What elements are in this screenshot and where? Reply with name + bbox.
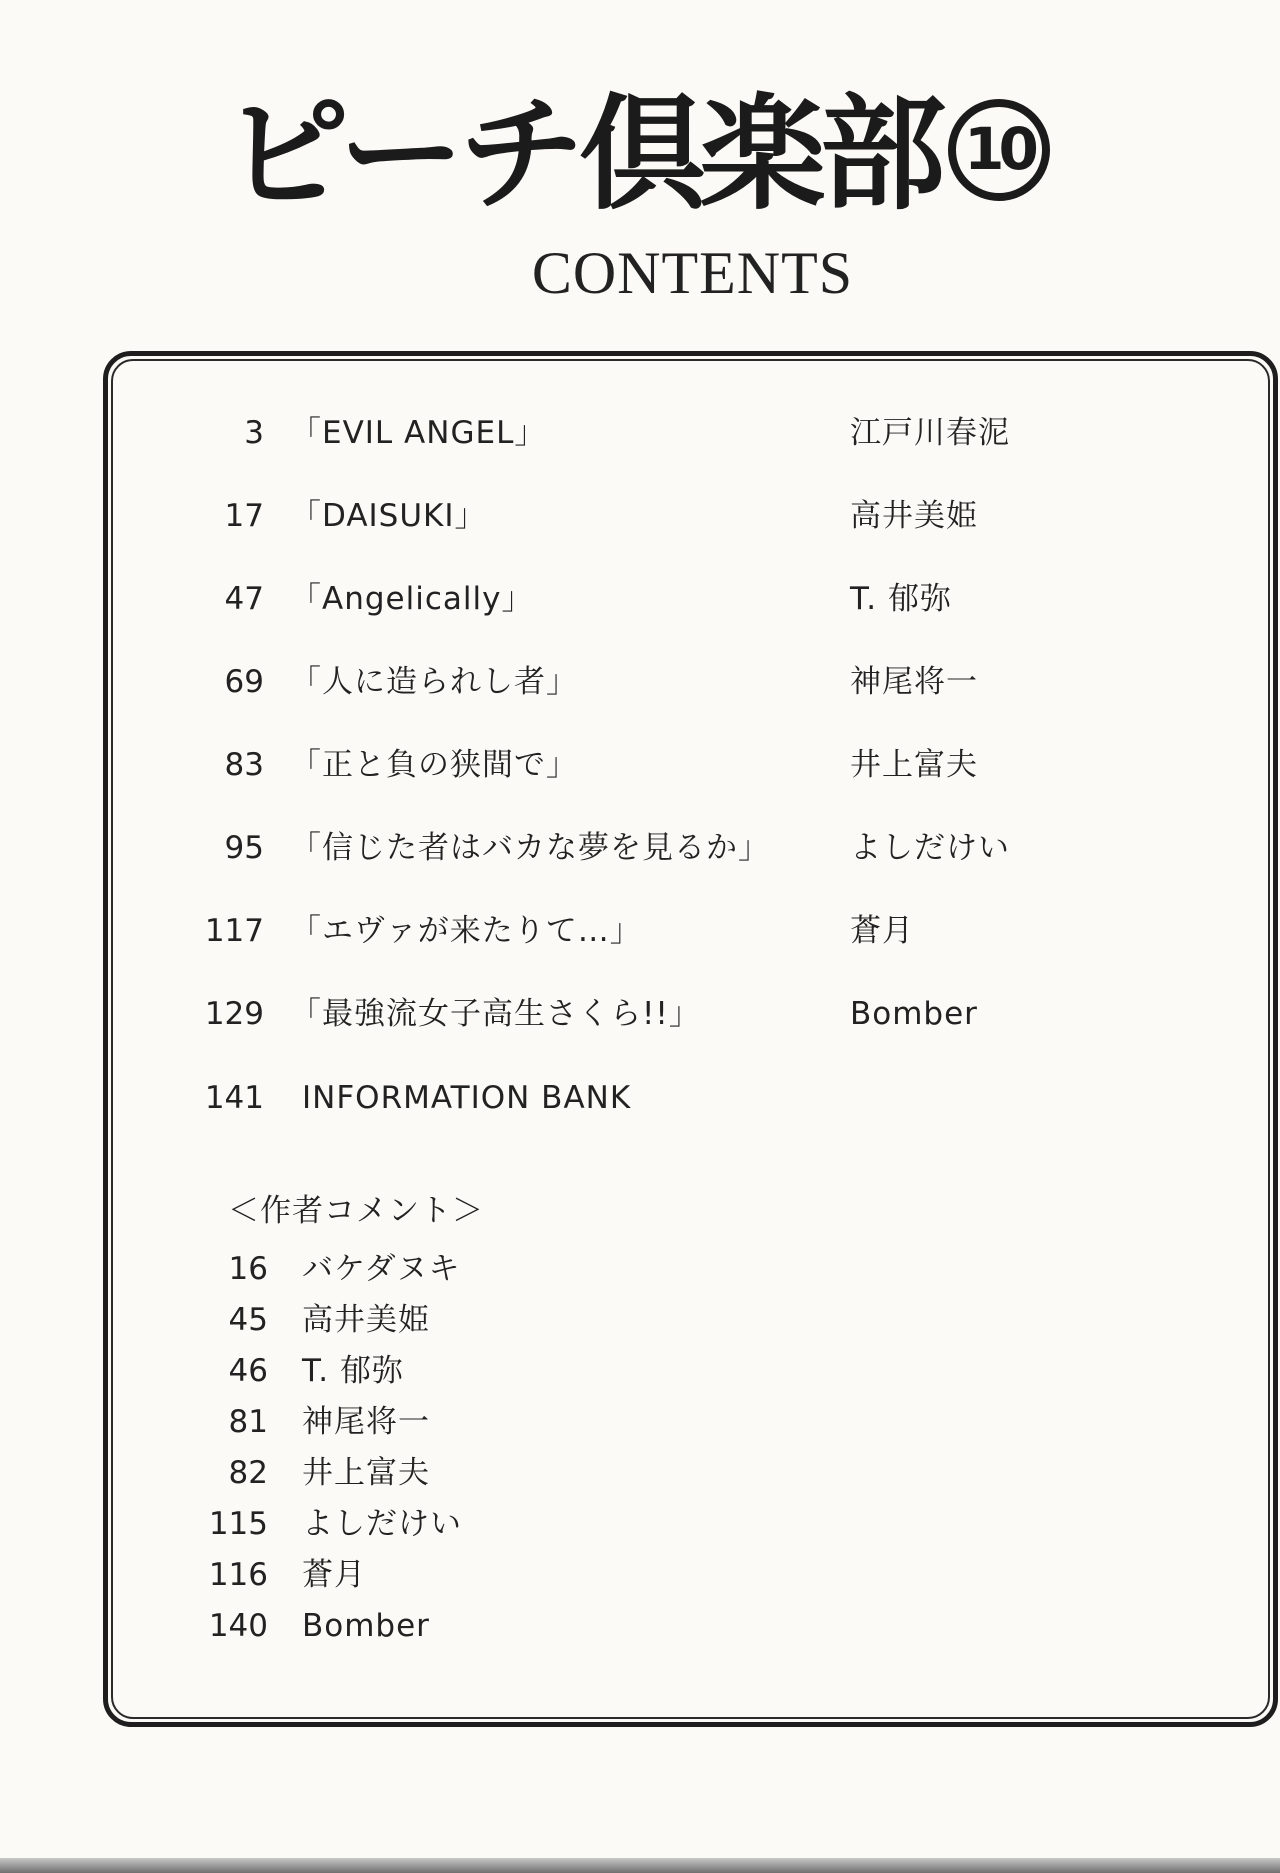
toc-entry bbox=[0, 493, 1280, 539]
toc-entry bbox=[0, 991, 1280, 1037]
book-title: ピーチ倶楽部 bbox=[223, 83, 941, 227]
comment-page-number: 46 bbox=[228, 1353, 268, 1389]
toc-title: 「信じた者はバカな夢を見るか」 bbox=[290, 830, 770, 866]
comment-author: Bomber bbox=[302, 1608, 430, 1644]
toc-author: 江戸川春泥 bbox=[850, 415, 1010, 451]
toc-author: T. 郁弥 bbox=[850, 581, 952, 617]
comment-author: 井上富夫 bbox=[302, 1455, 430, 1491]
comment-page-number: 116 bbox=[208, 1557, 268, 1593]
toc-page-number: 95 bbox=[224, 830, 264, 866]
toc-entry bbox=[0, 576, 1280, 622]
toc-title: 「エヴァが来たりて…」 bbox=[290, 913, 642, 949]
toc-author: 蒼月 bbox=[850, 913, 914, 949]
toc-entry bbox=[0, 825, 1280, 871]
comment-page-number: 82 bbox=[228, 1455, 268, 1491]
comment-page-number: 16 bbox=[228, 1251, 268, 1287]
page-title bbox=[0, 85, 1280, 225]
toc-title: 「DAISUKI」 bbox=[290, 498, 487, 534]
comment-entry bbox=[0, 1400, 1280, 1444]
comment-author: 蒼月 bbox=[302, 1557, 366, 1593]
contents-heading: CONTENTS bbox=[531, 240, 854, 306]
author-comments-heading: ＜作者コメント＞ bbox=[228, 1193, 484, 1229]
comment-entry bbox=[0, 1502, 1280, 1546]
scan-edge-shadow bbox=[0, 1858, 1280, 1873]
comment-page-number: 140 bbox=[208, 1608, 268, 1644]
toc-title: INFORMATION BANK bbox=[302, 1080, 632, 1116]
toc-author: 高井美姫 bbox=[850, 498, 978, 534]
comment-author: バケダヌキ bbox=[302, 1251, 461, 1287]
toc-title: 「Angelically」 bbox=[290, 581, 534, 617]
comment-entry bbox=[0, 1553, 1280, 1597]
comment-page-number: 45 bbox=[228, 1302, 268, 1338]
toc-title: 「EVIL ANGEL」 bbox=[290, 415, 547, 451]
comment-author: 神尾将一 bbox=[302, 1404, 430, 1440]
comment-entry bbox=[0, 1247, 1280, 1291]
toc-author: 井上富夫 bbox=[850, 747, 978, 783]
comment-entry bbox=[0, 1349, 1280, 1393]
volume-badge: 10 bbox=[948, 99, 1050, 201]
comment-author: T. 郁弥 bbox=[302, 1353, 404, 1389]
toc-author: 神尾将一 bbox=[850, 664, 978, 700]
toc-page-number: 47 bbox=[224, 581, 264, 617]
comment-entry bbox=[0, 1298, 1280, 1342]
toc-title: 「人に造られし者」 bbox=[290, 664, 578, 700]
toc-author: Bomber bbox=[850, 996, 978, 1032]
toc-entry bbox=[0, 410, 1280, 456]
comment-page-number: 115 bbox=[208, 1506, 268, 1542]
toc-page-number: 129 bbox=[204, 996, 264, 1032]
comment-entry bbox=[0, 1451, 1280, 1495]
comment-page-number: 81 bbox=[228, 1404, 268, 1440]
toc-entry bbox=[0, 742, 1280, 788]
toc-page-number: 83 bbox=[224, 747, 264, 783]
comment-entry bbox=[0, 1604, 1280, 1648]
toc-page-number: 69 bbox=[224, 664, 264, 700]
toc-page-number: 117 bbox=[204, 913, 264, 949]
toc-page-number: 17 bbox=[224, 498, 264, 534]
toc-title: 「正と負の狭間で」 bbox=[290, 747, 578, 783]
toc-page-number: 141 bbox=[204, 1080, 264, 1116]
comment-author: 高井美姫 bbox=[302, 1302, 430, 1338]
toc-page-number: 3 bbox=[244, 415, 264, 451]
toc-title: 「最強流女子高生さくら!!」 bbox=[290, 996, 701, 1032]
toc-entry bbox=[0, 908, 1280, 954]
toc-author: よしだけい bbox=[850, 830, 1010, 866]
toc-entry bbox=[0, 659, 1280, 705]
comment-author: よしだけい bbox=[302, 1506, 462, 1542]
toc-entry bbox=[0, 1075, 1280, 1121]
